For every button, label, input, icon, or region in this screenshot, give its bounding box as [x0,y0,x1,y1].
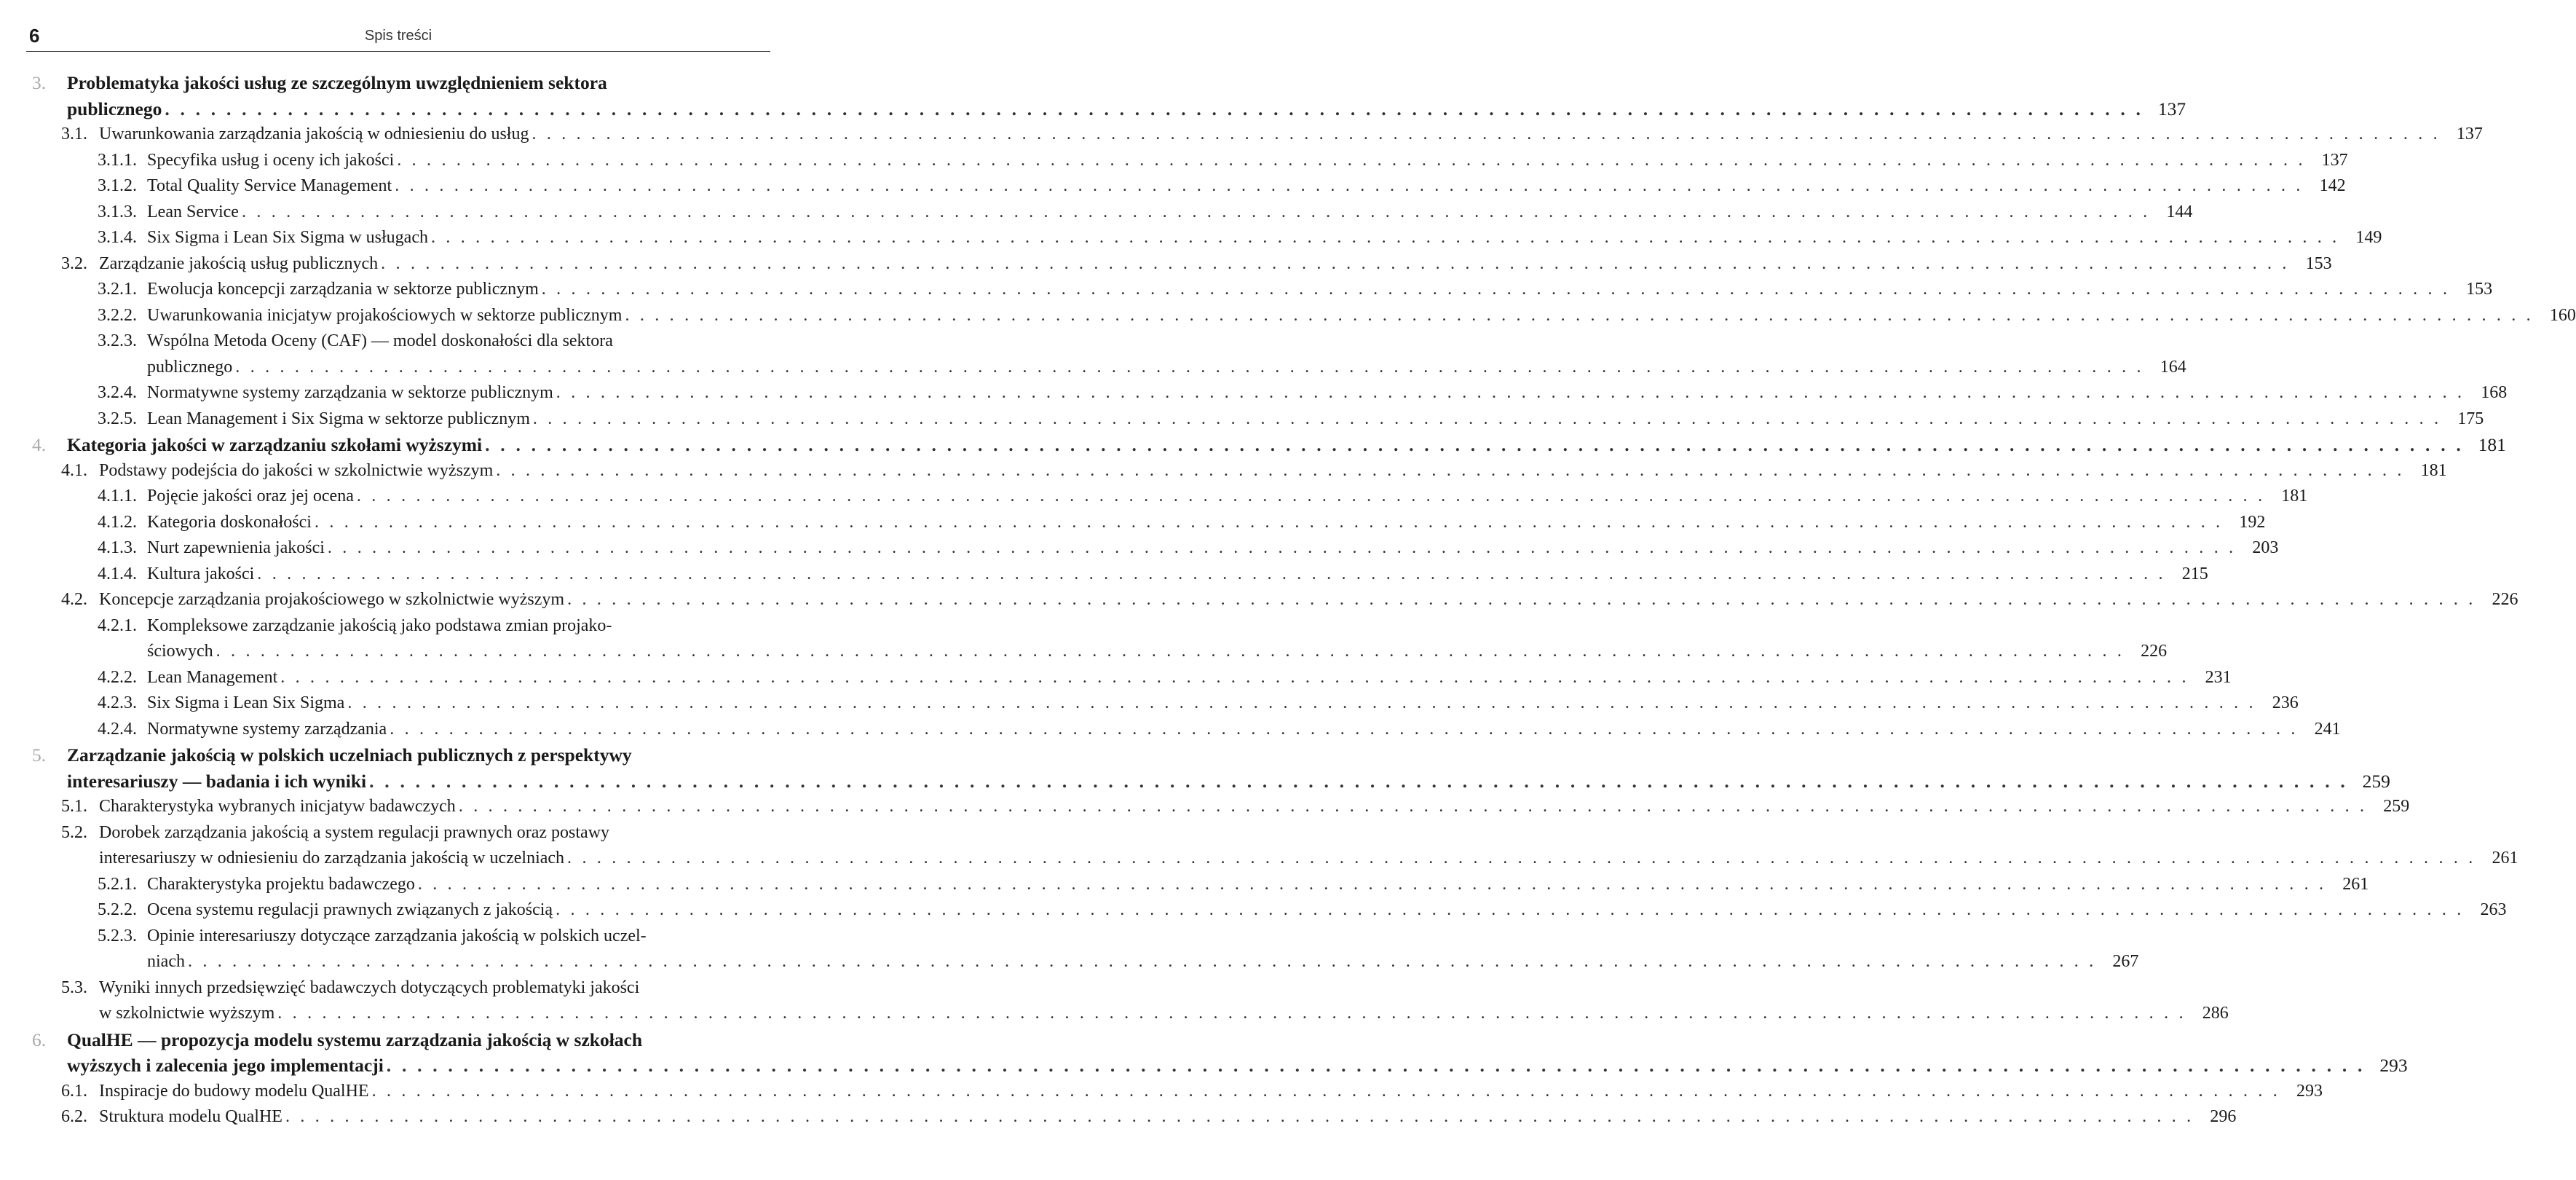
toc-entry-heading [26,717,2299,743]
toc-entry-number: 6. [32,1028,47,1050]
toc-entry-title-line: Total Quality Service Management [147,176,392,195]
toc-entry-page: 231 [2205,667,2232,687]
toc-entry-number: 5.2.3. [98,926,137,945]
toc-entry-heading [26,820,2476,872]
toc-entry-number: 5.2. [61,822,87,842]
toc-entry [26,820,2518,872]
toc-entry-title [147,535,2236,562]
toc-entry-page: 215 [2181,564,2208,583]
toc-entry [26,510,2266,536]
toc-entry [26,587,2518,613]
dot-leader [387,717,2298,743]
toc-entry-number: 4.1. [61,460,87,480]
toc-entry [26,173,2346,200]
toc-entry-title [99,122,2441,148]
toc-entry-heading [26,432,2464,458]
toc-entry-title-line: Problematyka jakości usług ze szczególnym uwzględnieniem sektora [67,72,607,93]
toc-entry-title-line: Wspólna Metoda Oceny (CAF) — model doskonałości dla sektora [147,331,613,350]
toc-entry-heading [26,613,2125,665]
toc-entry-title-line: Normatywne systemy zarządzania w sektorze publicznym [147,383,553,402]
toc-entry-title [99,1104,2194,1130]
toc-entry-title [67,70,2144,122]
toc-entry-number: 5.1. [61,797,87,816]
toc-entry-title [147,484,2265,510]
dot-leader [553,380,2465,406]
toc-entry-title-line: Uwarunkowania inicjatyw projakościowych w sektorze publicznym [147,305,623,325]
toc-entry-page: 168 [2481,383,2508,402]
toc-entry-page: 181 [2420,460,2447,480]
toc-entry [26,794,2410,820]
toc-entry [26,872,2369,898]
toc-entry-heading [26,510,2223,536]
toc-entry-title-line: Ewolucja koncepcji zarządzania w sektorze publicznym [147,280,539,299]
toc-entry-number: 5.2.1. [98,874,137,894]
toc-entry [26,1104,2237,1130]
toc-entry-title-line: Kategoria jakości w zarządzaniu szkołami wyższymi [67,434,483,455]
toc-entry-title [147,380,2465,406]
toc-entry-page: 226 [2492,590,2518,609]
dot-leader [354,484,2265,510]
toc-entry-heading [26,380,2465,406]
dot-leader [493,458,2404,484]
dot-leader [392,173,2303,200]
toc-entry-page: 137 [2456,125,2483,143]
toc-entry-title-line: Koncepcje zarządzania projakościowego w szkolnictwie wyższym [99,590,565,609]
toc-entry-heading [26,975,2186,1027]
toc-entry-page: 160 [2549,305,2576,325]
toc-entry-number: 3.2. [61,253,87,273]
toc-entry-number: 4.1.4. [98,564,137,583]
toc-entry-number: 4.2.1. [98,615,137,635]
toc-entry-heading [26,872,2326,898]
toc-entry [26,535,2279,562]
dot-leader [213,639,2125,665]
toc-entry-heading [26,484,2265,510]
toc-entry-number: 3.2.1. [98,280,137,299]
toc-entry [26,665,2232,691]
toc-entry [26,225,2382,251]
toc-entry-heading [26,406,2441,433]
toc-entry-page: 261 [2342,874,2369,894]
toc-entry-number: 3.1.3. [98,202,137,221]
toc-entry-title [67,1027,2366,1079]
toc-entry-heading [26,587,2476,613]
toc-entry-page: 153 [2466,280,2493,299]
toc-entry [26,406,2484,433]
toc-entry-title [147,200,2150,226]
toc-entry-number: 4.1.2. [98,512,137,532]
toc-entry [26,975,2229,1027]
toc-entry-heading [26,200,2150,226]
toc-entry-title-line: Lean Service [147,202,239,221]
toc-entry [26,458,2447,484]
toc-entry-page: 236 [2272,693,2299,712]
toc-entry-number: 4.1.1. [98,487,137,506]
toc-entry-number: 3.1. [61,125,87,143]
toc-entry-title-line: Charakterystyka projektu badawczego [147,874,415,894]
toc-entry-heading [26,691,2256,717]
toc-entry [26,277,2493,303]
toc-entry-title [147,277,2450,303]
toc-entry-title [99,820,2476,872]
dot-leader [482,432,2464,458]
toc-entry [26,897,2507,924]
toc-entry-title [67,432,2464,458]
toc-entry [26,303,2576,329]
toc-entry-heading [26,173,2304,200]
toc-entry-heading [26,277,2450,303]
toc-entry-heading [26,535,2236,562]
toc-entry-title [99,587,2476,613]
table-of-contents [26,70,2576,1130]
toc-entry [26,329,2186,380]
toc-entry-heading [26,303,2534,329]
toc-entry-title-line: Nurt zapewnienia jakości [147,538,325,557]
toc-entry-heading [26,70,2144,122]
dot-leader [254,562,2165,588]
toc-entry-title [147,924,2096,975]
dot-leader [564,846,2476,872]
toc-entry-title-line: Specyfika usług i oceny ich jakości [147,150,395,170]
toc-entry-title [99,794,2367,820]
toc-entry-heading [26,742,2348,794]
toc-entry-page: 149 [2355,228,2382,247]
dot-leader [312,510,2223,536]
toc-entry [26,484,2308,510]
toc-entry-title-line: Kategoria doskonałości [147,512,312,532]
toc-entry-number: 3.2.4. [98,383,137,402]
toc-entry [26,924,2139,975]
toc-entry-page: 164 [2160,357,2186,377]
toc-entry-number: 4. [32,434,47,455]
toc-entry-title-line: Lean Management [147,667,278,687]
toc-entry-title [99,458,2405,484]
toc-entry-number: 3.2.5. [98,409,137,428]
toc-entry-title-line: Normatywne systemy zarządzania [147,719,387,739]
toc-entry-title [147,303,2534,329]
toc-entry-title-line: Dorobek zarządzania jakością a system regulacji prawnych oraz postawy [99,822,610,842]
dot-leader [529,122,2440,148]
toc-entry-title [147,173,2304,200]
toc-entry-title-line: Wyniki innych przedsięwzięć badawczych dotyczących problematyki jakości [99,978,640,997]
toc-entry-title [147,665,2189,691]
toc-entry-title [147,562,2166,588]
toc-entry-heading [26,225,2339,251]
toc-entry-title [99,975,2186,1027]
toc-entry-number: 4.2.3. [98,693,137,712]
toc-entry-title-line: ściowych [147,642,213,661]
toc-entry-heading [26,897,2465,924]
dot-leader [185,949,2096,975]
toc-entry-heading [26,1027,2366,1079]
page-header [26,22,770,52]
toc-entry [26,380,2508,406]
toc-entry-heading [26,148,2306,174]
toc-entry-number: 4.2.4. [98,719,137,739]
toc-entry [26,251,2332,278]
toc-entry [26,148,2348,174]
toc-entry-number: 5. [32,744,47,766]
toc-entry-title-line: Podstawy podejścia do jakości w szkolnictwie wyższym [99,460,494,480]
dot-leader [277,665,2189,691]
toc-entry-title-line: interesariuszy w odniesieniu do zarządzania jakością w uczelniach [99,849,565,868]
dot-leader [162,96,2144,122]
toc-entry [26,1027,2408,1079]
toc-entry-page: 175 [2457,409,2484,428]
toc-entry-title-line: Kompleksowe zarządzanie jakością jako podstawa zmian projako- [147,615,612,635]
toc-entry-page: 203 [2252,538,2279,557]
toc-entry-title [99,1079,2280,1105]
toc-entry-title-line: Charakterystyka wybranych inicjatyw badawczych [99,797,456,816]
toc-entry-number: 5.2.2. [98,900,137,919]
toc-entry-number: 3.2.2. [98,305,137,325]
toc-entry-title [147,897,2465,924]
toc-entry [26,691,2299,717]
toc-entry-heading [26,924,2096,975]
toc-entry-title [147,717,2299,743]
toc-entry-title-line: interesariuszy — badania i ich wyniki [67,770,367,792]
toc-entry-title-line: Inspiracje do budowy modelu QualHE [99,1081,369,1101]
dot-leader [564,587,2476,613]
toc-entry [26,562,2208,588]
toc-entry [26,717,2341,743]
toc-entry-title-line: Zarządzanie jakością usług publicznych [99,253,379,273]
toc-entry-title-line: Struktura modelu QualHE [99,1107,283,1126]
dot-leader [384,1053,2366,1079]
toc-entry-page: 261 [2492,849,2518,868]
toc-entry-title [147,613,2125,665]
toc-entry-page: 263 [2480,900,2507,919]
dot-leader [415,872,2326,898]
toc-entry-page: 267 [2112,952,2139,971]
running-title: Spis treści [364,28,432,44]
toc-entry-page: 153 [2305,253,2332,273]
toc-entry-title-line: w szkolnictwie wyższym [99,1004,275,1023]
toc-entry-title [147,225,2339,251]
dot-leader [369,1079,2280,1105]
toc-entry [26,742,2390,794]
toc-entry-title-line: Six Sigma i Lean Six Sigma w usługach [147,228,428,247]
toc-entry-title-line: Six Sigma i Lean Six Sigma [147,693,345,712]
toc-entry-number: 4.1.3. [98,538,137,557]
toc-entry-number: 6.1. [61,1081,87,1101]
toc-entry-number: 4.2.2. [98,667,137,687]
toc-entry-title-line: publicznego [67,98,162,119]
toc-entry-title-line: wyższych i zalecenia jego implementacji [67,1055,384,1076]
dot-leader [378,251,2289,278]
toc-entry-number: 3.2.3. [98,331,137,350]
dot-leader [232,355,2144,381]
toc-entry-page: 286 [2202,1004,2229,1023]
toc-entry-title-line: publicznego [147,357,233,377]
toc-entry-title-line: Pojęcie jakości oraz jej ocena [147,487,354,506]
toc-entry-heading [26,122,2441,148]
dot-leader [553,897,2464,924]
toc-entry-page: 142 [2319,176,2346,195]
toc-entry-title-line: Ocena systemu regulacji prawnych związanych z jakością [147,900,553,919]
toc-entry [26,432,2506,458]
toc-entry-page: 293 [2296,1081,2323,1101]
toc-entry-title-line: Kultura jakości [147,564,255,583]
toc-entry-number: 3.1.1. [98,150,137,170]
toc-entry-title-line: Uwarunkowania zarządzania jakością w odniesieniu do usług [99,125,529,143]
toc-entry-page: 181 [2281,487,2308,506]
dot-leader [456,794,2367,820]
toc-entry-title [147,148,2306,174]
toc-entry-number: 4.2. [61,590,87,609]
toc-entry-heading [26,794,2367,820]
toc-entry-heading [26,1079,2280,1105]
toc-entry-heading [26,251,2290,278]
toc-entry-number: 5.3. [61,978,87,997]
toc-entry [26,200,2193,226]
toc-entry-title [147,406,2441,433]
page-number: 6 [29,25,40,47]
dot-leader [274,1001,2186,1027]
toc-entry-heading [26,329,2144,380]
dot-leader [530,406,2441,433]
toc-entry [26,122,2483,148]
dot-leader [366,768,2348,795]
toc-entry [26,70,2186,122]
toc-entry-title [147,872,2326,898]
toc-entry-number: 3. [32,72,47,93]
toc-entry-heading [26,1104,2194,1130]
dot-leader [325,535,2236,562]
toc-entry-page: 259 [2362,770,2390,792]
toc-entry-heading [26,665,2189,691]
toc-entry-title-line: niach [147,952,185,971]
dot-leader [394,148,2305,174]
toc-entry-title [147,510,2223,536]
toc-entry-title [67,742,2348,794]
toc-entry-page: 144 [2166,202,2193,221]
toc-entry-title [147,691,2256,717]
toc-entry-page: 192 [2239,512,2266,532]
toc-entry-title [147,329,2144,380]
dot-leader [283,1104,2194,1130]
toc-entry-page: 137 [2157,98,2186,119]
toc-entry-page: 137 [2321,150,2348,170]
toc-entry-number: 6.2. [61,1107,87,1126]
toc-entry-title-line: QualHE — propozycja modelu systemu zarządzania jakością w szkołach [67,1028,643,1050]
toc-entry-page: 293 [2379,1055,2408,1076]
toc-entry-page: 181 [2478,434,2506,455]
dot-leader [622,303,2533,329]
toc-entry-number: 3.1.4. [98,228,137,247]
toc-entry-heading [26,562,2166,588]
dot-leader [539,277,2450,303]
toc-entry [26,613,2168,665]
toc-entry-number: 3.1.2. [98,176,137,195]
toc-entry-title-line: Opinie interesariuszy dotyczące zarządzania jakością w polskich uczel- [147,926,647,945]
toc-entry-title-line: Zarządzanie jakością w polskich uczelniach publicznych z perspektywy [67,744,632,766]
toc-entry-heading [26,458,2405,484]
dot-leader [428,225,2339,251]
dot-leader [239,200,2150,226]
toc-entry [26,1079,2323,1105]
dot-leader [344,691,2256,717]
toc-entry-page: 259 [2383,797,2410,816]
toc-entry-page: 241 [2314,719,2341,739]
toc-entry-page: 296 [2210,1107,2237,1126]
toc-entry-title-line: Lean Management i Six Sigma w sektorze publicznym [147,409,530,428]
toc-entry-page: 226 [2141,642,2168,661]
toc-entry-title [99,251,2290,278]
